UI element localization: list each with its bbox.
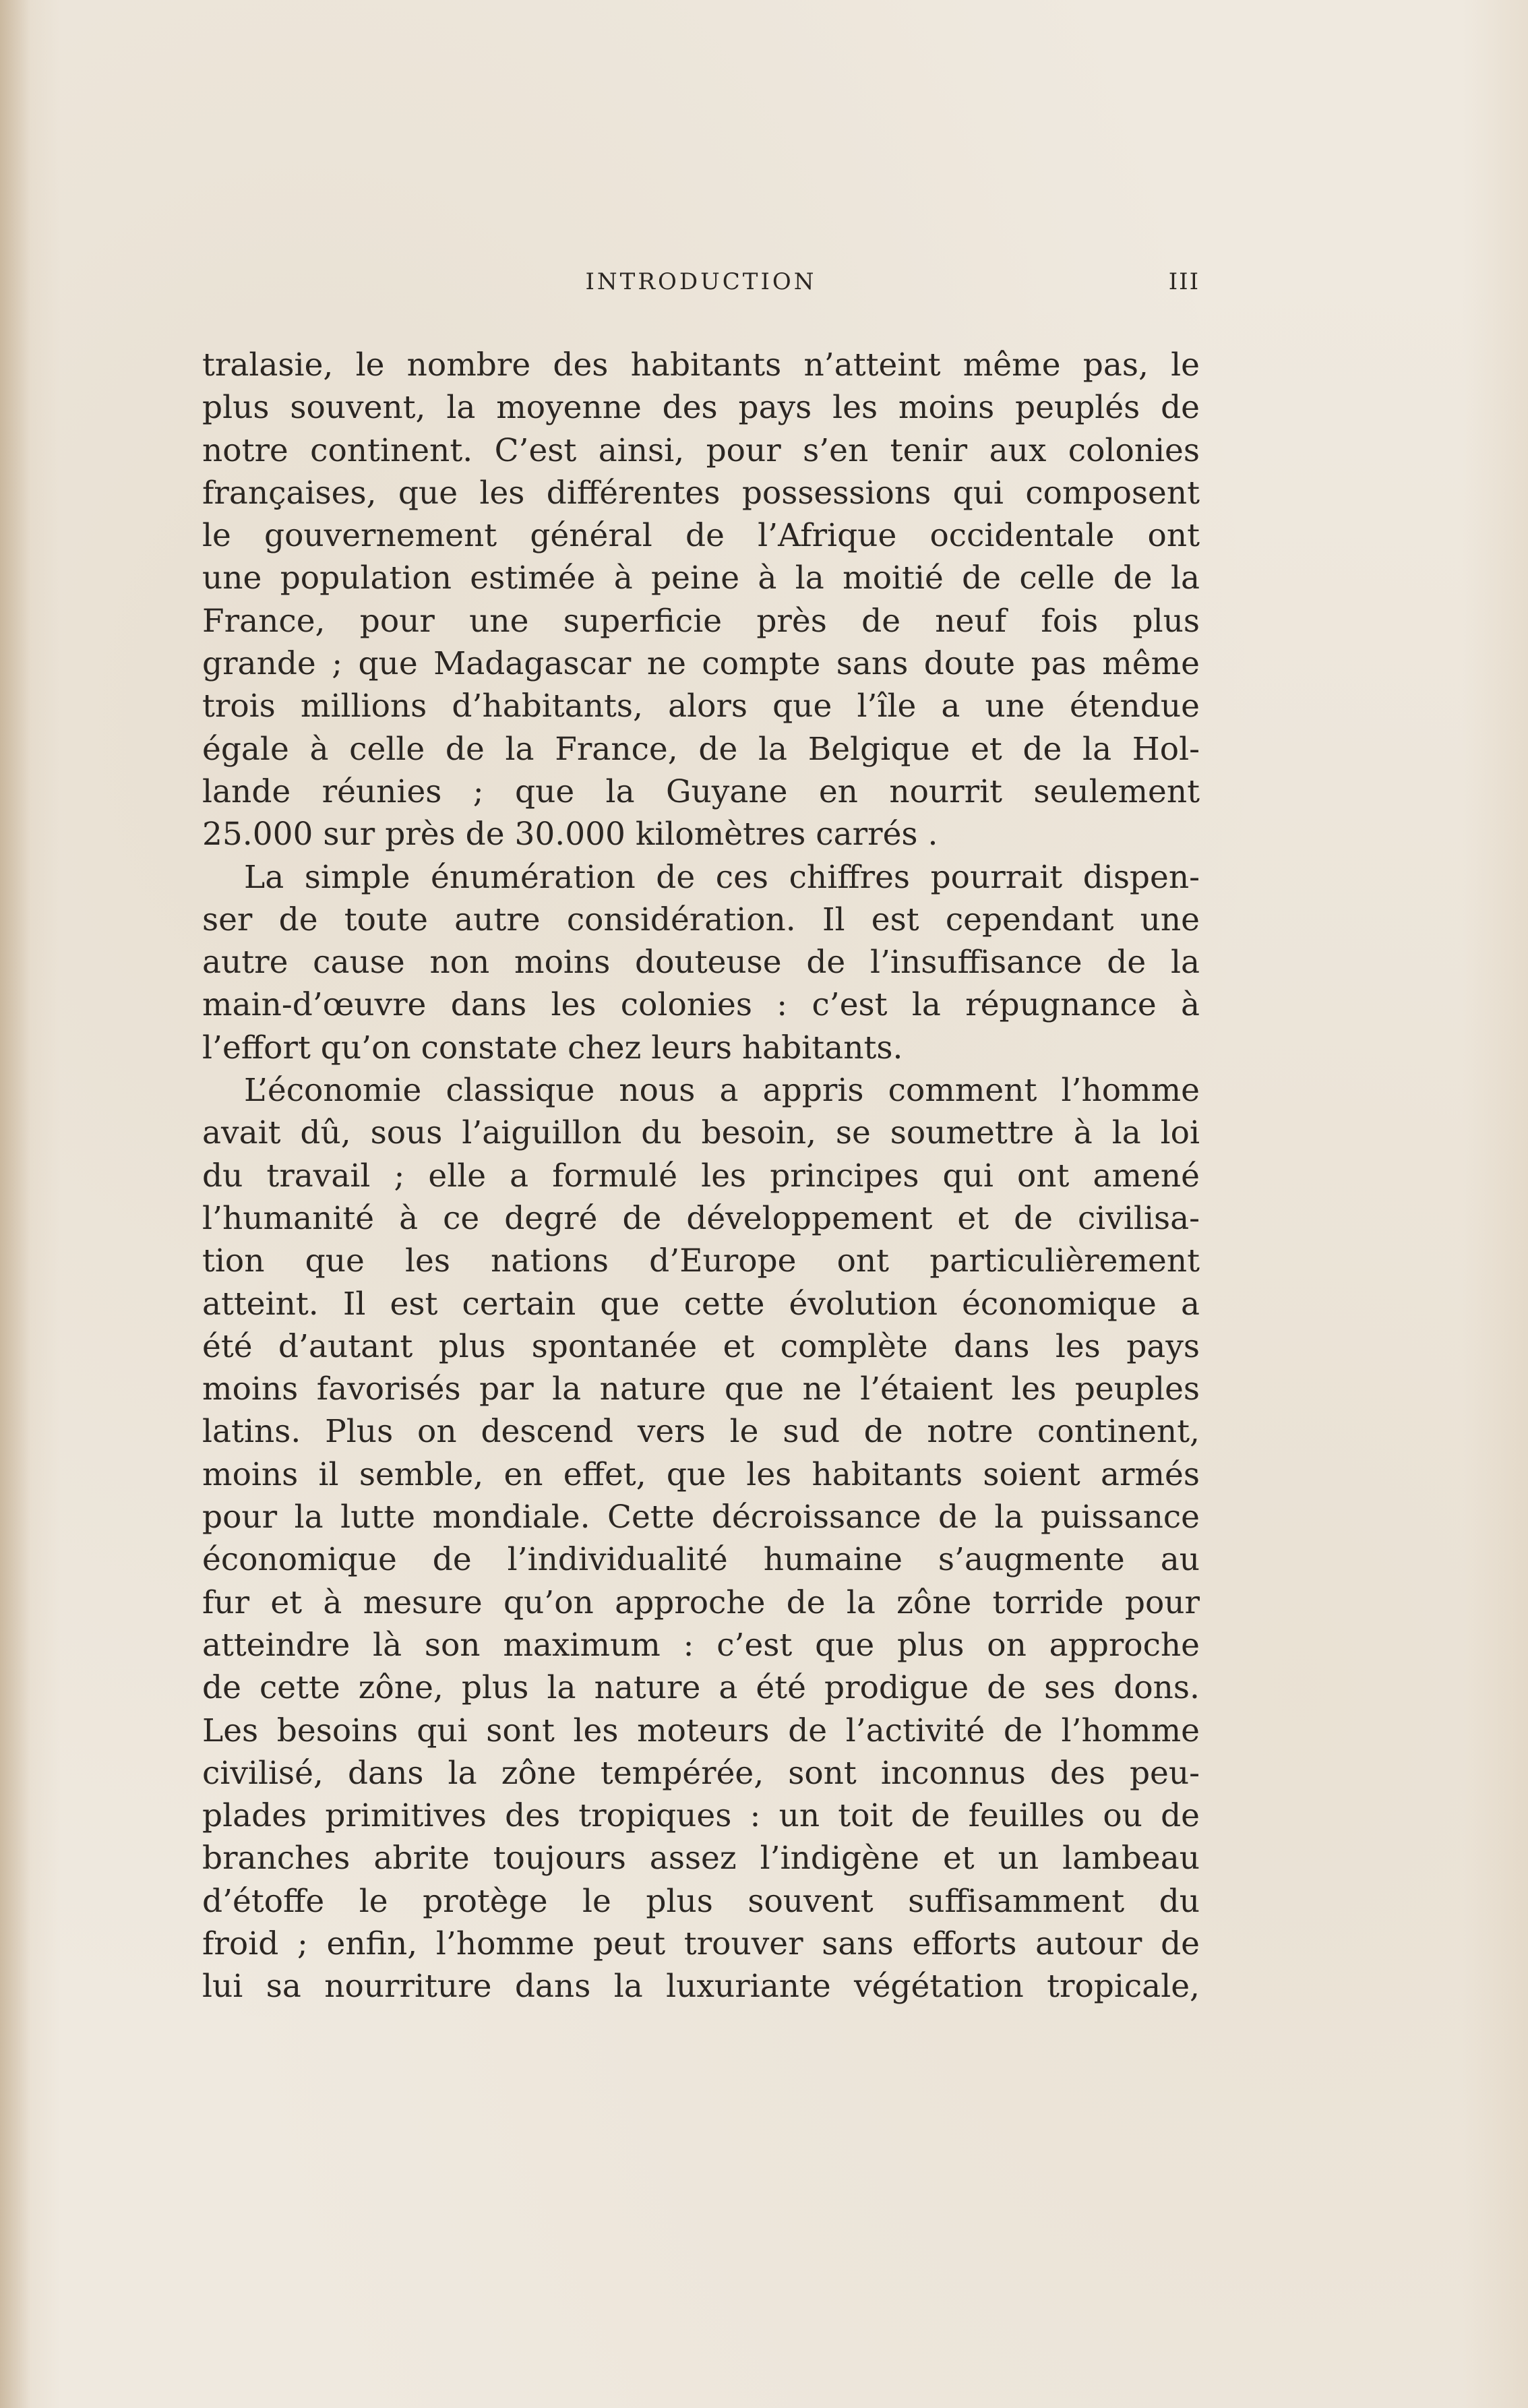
text-line: branches abrite toujours assez l’indigène et un lambeau <box>202 1840 1200 1877</box>
text-line: le gouvernement général de l’Afrique occidentale ont <box>202 517 1200 555</box>
text-line: lande réunies ; que la Guyane en nourrit seulement <box>202 773 1200 810</box>
text-line: économique de l’individualité humaine s’augmente au <box>202 1541 1200 1579</box>
text-line: tion que les nations d’Europe ont particulièrement <box>202 1242 1200 1280</box>
text-line: trois millions d’habitants, alors que l’île a une étendue <box>202 688 1200 725</box>
text-line: atteindre là son maximum : c’est que plus on approche <box>202 1626 1200 1664</box>
text-line: une population estimée à peine à la moitié de celle de la <box>202 560 1200 597</box>
text-line: de cette zône, plus la nature a été prodigue de ses dons. <box>202 1669 1200 1707</box>
text-line: pour la lutte mondiale. Cette décroissance de la puissance <box>202 1499 1200 1536</box>
text-line: ser de toute autre considération. Il est cependant une <box>202 901 1200 938</box>
text-line: notre continent. C’est ainsi, pour s’en tenir aux colonies <box>202 431 1200 469</box>
text-line: l’effort qu’on constate chez leurs habitants. <box>202 1029 903 1066</box>
text-line: France, pour une superficie près de neuf fois plus <box>202 602 1200 640</box>
text-line: autre cause non moins douteuse de l’insuffisance de la <box>202 944 1200 982</box>
running-title: INTRODUCTION <box>585 268 817 295</box>
text-line: plus souvent, la moyenne des pays les moins peuplés de <box>202 389 1200 427</box>
text-line: tralasie, le nombre des habitants n’atteint même pas, le <box>202 347 1200 384</box>
text-line: La simple énumération de ces chiffres pourrait dispen- <box>244 858 1200 896</box>
text-line: égale à celle de la France, de la Belgique et de la Hol- <box>202 730 1200 768</box>
text-line: froid ; enfin, l’homme peut trouver sans efforts autour de <box>202 1925 1200 1962</box>
running-header <box>202 268 1200 298</box>
text-line: 25.000 sur près de 30.000 kilomètres carrés . <box>202 816 938 853</box>
text-line: moins favorisés par la nature que ne l’étaient les peuples <box>202 1371 1200 1408</box>
body-text <box>202 344 1200 2008</box>
text-line: moins il semble, en effet, que les habitants soient armés <box>202 1455 1200 1493</box>
text-line: lui sa nourriture dans la luxuriante végétation tropicale, <box>202 1968 1200 2006</box>
text-line: main-d’œuvre dans les colonies : c’est la répugnance à <box>202 986 1200 1024</box>
text-line: atteint. Il est certain que cette évolution économique a <box>202 1285 1200 1323</box>
text-line: françaises, que les différentes possessions qui composent <box>202 474 1200 512</box>
text-line: L’économie classique nous a appris comment l’homme <box>244 1072 1200 1110</box>
text-line: avait dû, sous l’aiguillon du besoin, se soumettre à la loi <box>202 1114 1200 1152</box>
text-line: grande ; que Madagascar ne compte sans doute pas même <box>202 645 1200 683</box>
text-line: du travail ; elle a formulé les principes qui ont amené <box>202 1157 1200 1195</box>
text-line: civilisé, dans la zône tempérée, sont inconnus des peu- <box>202 1754 1200 1792</box>
text-line: été d’autant plus spontanée et complète dans les pays <box>202 1327 1200 1365</box>
text-line: l’humanité à ce degré de développement et de civilisa- <box>202 1199 1200 1237</box>
page-number: III <box>1168 268 1200 295</box>
text-line: plades primitives des tropiques : un toit de feuilles ou de <box>202 1797 1200 1835</box>
text-line: fur et à mesure qu’on approche de la zône torride pour <box>202 1584 1200 1621</box>
text-line: d’étoffe le protège le plus souvent suffisamment du <box>202 1882 1200 1920</box>
text-line: latins. Plus on descend vers le sud de notre continent, <box>202 1413 1200 1451</box>
page-spine-shadow <box>0 0 30 2408</box>
text-line: Les besoins qui sont les moteurs de l’activité de l’homme <box>202 1712 1200 1749</box>
